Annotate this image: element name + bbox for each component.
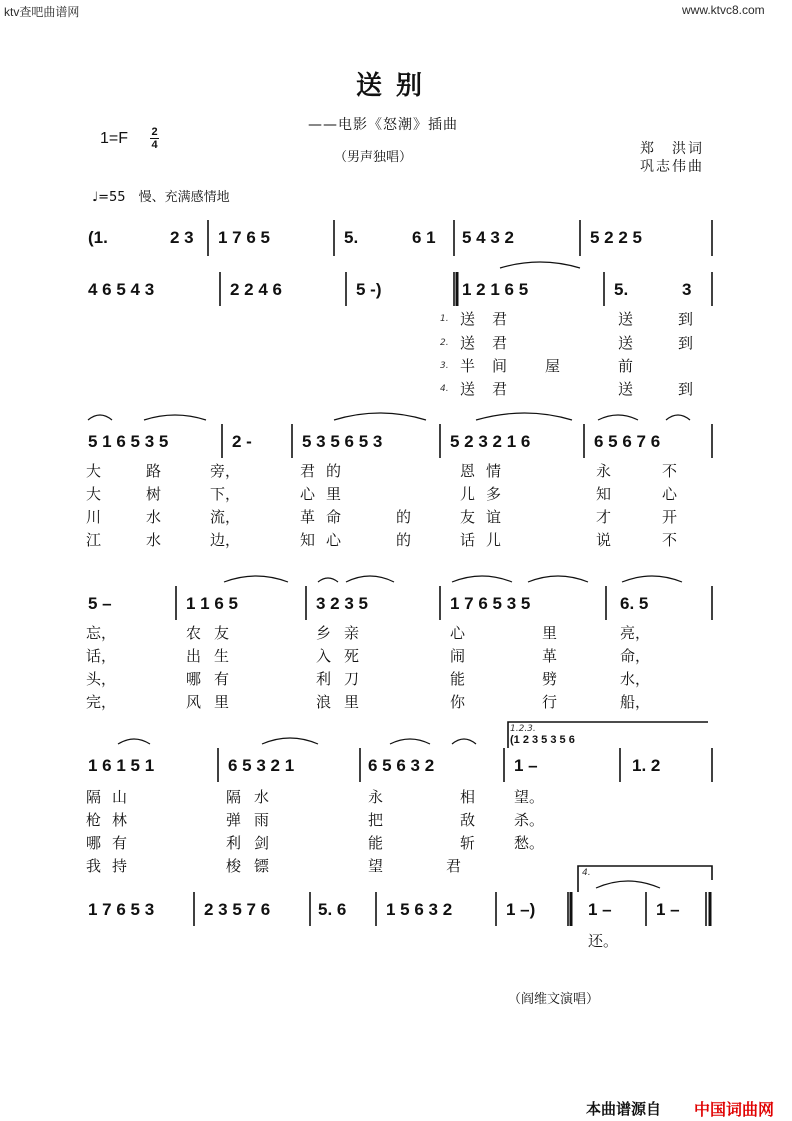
lyric: 心: [662, 485, 678, 503]
composer-credit: 巩志伟曲: [640, 159, 704, 175]
lyric: 哪: [186, 670, 202, 688]
note-group: 6 1: [412, 228, 436, 247]
lyric: 林: [112, 811, 128, 829]
lyric: 隔: [226, 788, 242, 806]
lyric: 大: [86, 485, 102, 503]
verse-number: 1.: [440, 314, 449, 324]
lyric: 农: [186, 624, 202, 642]
note-group: 5 -): [356, 280, 382, 299]
key-signature: 1=F: [100, 130, 129, 147]
lyric: 友: [214, 624, 230, 642]
voice-type: （男声独唱）: [334, 150, 413, 165]
lyric: 多: [486, 485, 502, 503]
lyric: 望。: [514, 788, 545, 806]
song-subtitle: ——电影《怒潮》插曲: [308, 117, 458, 133]
lyric: 下，: [210, 485, 241, 503]
note-group: 1 1 6 5: [186, 594, 238, 613]
lyric: 行: [542, 693, 558, 711]
lyric: 到: [678, 380, 694, 398]
lyric: 隔: [86, 788, 102, 806]
lyric: 持: [112, 857, 128, 875]
lyric: 水: [146, 531, 162, 549]
lyric: 儿: [460, 485, 476, 503]
lyric: 能: [450, 670, 466, 688]
lyric: 到: [678, 310, 694, 328]
note-group: 5 2 2 5: [590, 228, 642, 247]
lyric: 浪: [316, 693, 332, 711]
lyric: 忘，: [86, 624, 117, 642]
lyric: 路: [146, 462, 162, 480]
lyric: 愁。: [514, 834, 545, 852]
verse-number: 2.: [440, 338, 449, 348]
note-group: 6 5 3 2 1: [228, 756, 295, 775]
note-group: 6. 5: [620, 594, 649, 613]
note-group: 5.: [344, 228, 359, 247]
lyric: 我: [86, 857, 102, 875]
lyric: 的: [326, 462, 342, 480]
lyric: 你: [450, 693, 466, 711]
lyric: 风: [186, 693, 202, 711]
lyric: 有: [112, 834, 128, 852]
verse-number: 4.: [440, 384, 449, 394]
lyric: 里: [542, 624, 558, 642]
lyric: 命，: [620, 647, 651, 665]
note-group: 1 –: [514, 756, 538, 775]
lyric: 命: [326, 508, 342, 526]
footer-site-link[interactable]: 中国词曲网: [694, 1100, 775, 1119]
lyric: 水: [254, 788, 270, 806]
lyric: 谊: [486, 508, 502, 526]
volta-notes: (1 2 3 5 3 5 6: [510, 734, 575, 746]
lyric: 出: [186, 647, 202, 665]
time-signature: 2 4: [151, 126, 158, 151]
lyric: 流，: [210, 508, 241, 526]
lyric: 君: [492, 334, 508, 352]
note-group: 3 2 3 5: [316, 594, 368, 613]
lyric: 君: [300, 462, 316, 480]
note-group: 1. 2: [632, 756, 661, 775]
lyric: 劈: [542, 670, 558, 688]
lyricist-credit: 郑 洪词: [640, 141, 704, 157]
lyric: 间: [492, 357, 508, 375]
volta-label: 4.: [582, 868, 591, 878]
lyric: 恩: [460, 462, 476, 480]
lyric: 送: [618, 334, 634, 352]
note-group: 2 -: [232, 432, 252, 451]
note-group: 5 –: [88, 594, 112, 613]
lyric: 送: [460, 334, 476, 352]
lyric: 开: [662, 508, 678, 526]
lyric: 才: [596, 508, 612, 526]
lyric: 里: [344, 693, 360, 711]
lyric: 半: [460, 357, 476, 375]
verse-number: 3.: [440, 361, 449, 371]
lyric: 哪: [86, 834, 102, 852]
volta-label: 1.2.3.: [510, 724, 536, 734]
lyric: 山: [112, 788, 128, 806]
lyric: 前: [618, 357, 634, 375]
lyric: 亮，: [620, 624, 651, 642]
lyric: 送: [618, 310, 634, 328]
lyric: 话，: [86, 647, 117, 665]
note-group: 6 5 6 3 2: [368, 756, 435, 775]
note-group: 5 3 5 6 5 3: [302, 432, 383, 451]
lyric: 永: [368, 788, 384, 806]
lyric: 送: [618, 380, 634, 398]
note-group: 2 3 5 7 6: [204, 900, 271, 919]
lyric: 亲: [344, 624, 360, 642]
lyric: 刀: [344, 670, 360, 688]
note-group: 2 3: [170, 228, 194, 247]
lyric: 相: [460, 788, 476, 806]
lyric: 死: [344, 647, 360, 665]
lyric: 闹: [450, 647, 466, 665]
lyric: 君: [492, 310, 508, 328]
song-title: 送别: [356, 71, 437, 101]
lyric: 水，: [620, 670, 651, 688]
lyric: 君: [492, 380, 508, 398]
note-group: 5.: [614, 280, 629, 299]
lyric: 情: [486, 462, 502, 480]
lyric: 说: [596, 531, 612, 549]
lyric: 敌: [460, 811, 476, 829]
note-group: 1 –): [506, 900, 536, 919]
lyric: 斩: [460, 834, 476, 852]
lyric: 心: [326, 531, 342, 549]
lyric: 不: [662, 531, 678, 549]
lyric: 边，: [210, 531, 241, 549]
lyric: 里: [214, 693, 230, 711]
lyric: 知: [596, 485, 612, 503]
note-group: 5 4 3 2: [462, 228, 514, 247]
lyric: 雨: [254, 811, 270, 829]
note-group: 1 5 6 3 2: [386, 900, 453, 919]
note-group: 3: [682, 280, 692, 299]
watermark-right[interactable]: www.ktvc8.com: [682, 3, 765, 17]
note-group: 5 2 3 2 1 6: [450, 432, 531, 451]
lyric: 的: [396, 531, 412, 549]
lyric: 入: [316, 647, 332, 665]
lyric: 君: [446, 857, 462, 875]
lyric: 把: [368, 811, 384, 829]
lyric: 生: [214, 647, 230, 665]
lyric: 永: [596, 462, 612, 480]
performer-credit: （阎维文演唱）: [508, 992, 600, 1007]
lyric: 送: [460, 380, 476, 398]
note-group: 5. 6: [318, 900, 347, 919]
note-group: 6 5 6 7 6: [594, 432, 661, 451]
note-group: 1 7 6 5 3 5: [450, 594, 531, 613]
lyric: 儿: [486, 531, 502, 549]
lyric: 屋: [545, 357, 561, 375]
note-group: 4 6 5 4 3: [88, 280, 155, 299]
lyric: 船，: [620, 693, 651, 711]
lyric: 利: [226, 834, 242, 852]
lyric: 江: [86, 531, 102, 549]
lyric: 还。: [588, 932, 619, 950]
lyric: 川: [86, 508, 102, 526]
lyric: 话: [460, 531, 476, 549]
lyric: 送: [460, 310, 476, 328]
footer-label: 本曲谱源自: [586, 1100, 662, 1118]
watermark-left[interactable]: ktv查吧曲谱网: [4, 5, 80, 19]
lyric: 大: [86, 462, 102, 480]
note-group: 1 6 1 5 1: [88, 756, 155, 775]
lyric: 枪: [86, 811, 102, 829]
lyric: 有: [214, 670, 230, 688]
lyric: 镖: [254, 857, 270, 875]
lyric: 革: [542, 647, 558, 665]
lyric: 心: [300, 485, 316, 503]
lyric: 杀。: [514, 811, 545, 829]
note-group: 1 –: [656, 900, 680, 919]
tempo-marking: ♩=55 慢、充满感情地: [92, 190, 230, 205]
note-group: (1.: [88, 228, 108, 247]
note-group: 1 7 6 5 3: [88, 900, 155, 919]
lyric: 知: [300, 531, 316, 549]
note-group: 2 2 4 6: [230, 280, 282, 299]
lyric: 里: [326, 485, 342, 503]
lyric: 梭: [226, 857, 242, 875]
lyric: 弹: [226, 811, 242, 829]
lyric: 望: [368, 857, 384, 875]
lyric: 到: [678, 334, 694, 352]
lyric: 乡: [316, 624, 332, 642]
lyric: 树: [146, 485, 162, 503]
lyric: 剑: [254, 834, 270, 852]
lyric: 不: [662, 462, 678, 480]
lyric: 的: [396, 508, 412, 526]
lyric: 友: [460, 508, 476, 526]
lyric: 能: [368, 834, 384, 852]
lyric: 头，: [86, 670, 117, 688]
note-group: 1 –: [588, 900, 612, 919]
note-group: 1 2 1 6 5: [462, 280, 529, 299]
lyric: 利: [316, 670, 332, 688]
lyric: 水: [146, 508, 162, 526]
lyric: 完，: [86, 693, 117, 711]
note-group: 1 7 6 5: [218, 228, 270, 247]
lyric: 心: [450, 624, 466, 642]
lyric: 旁，: [210, 462, 241, 480]
lyric: 革: [300, 508, 316, 526]
note-group: 5 1 6 5 3 5: [88, 432, 169, 451]
